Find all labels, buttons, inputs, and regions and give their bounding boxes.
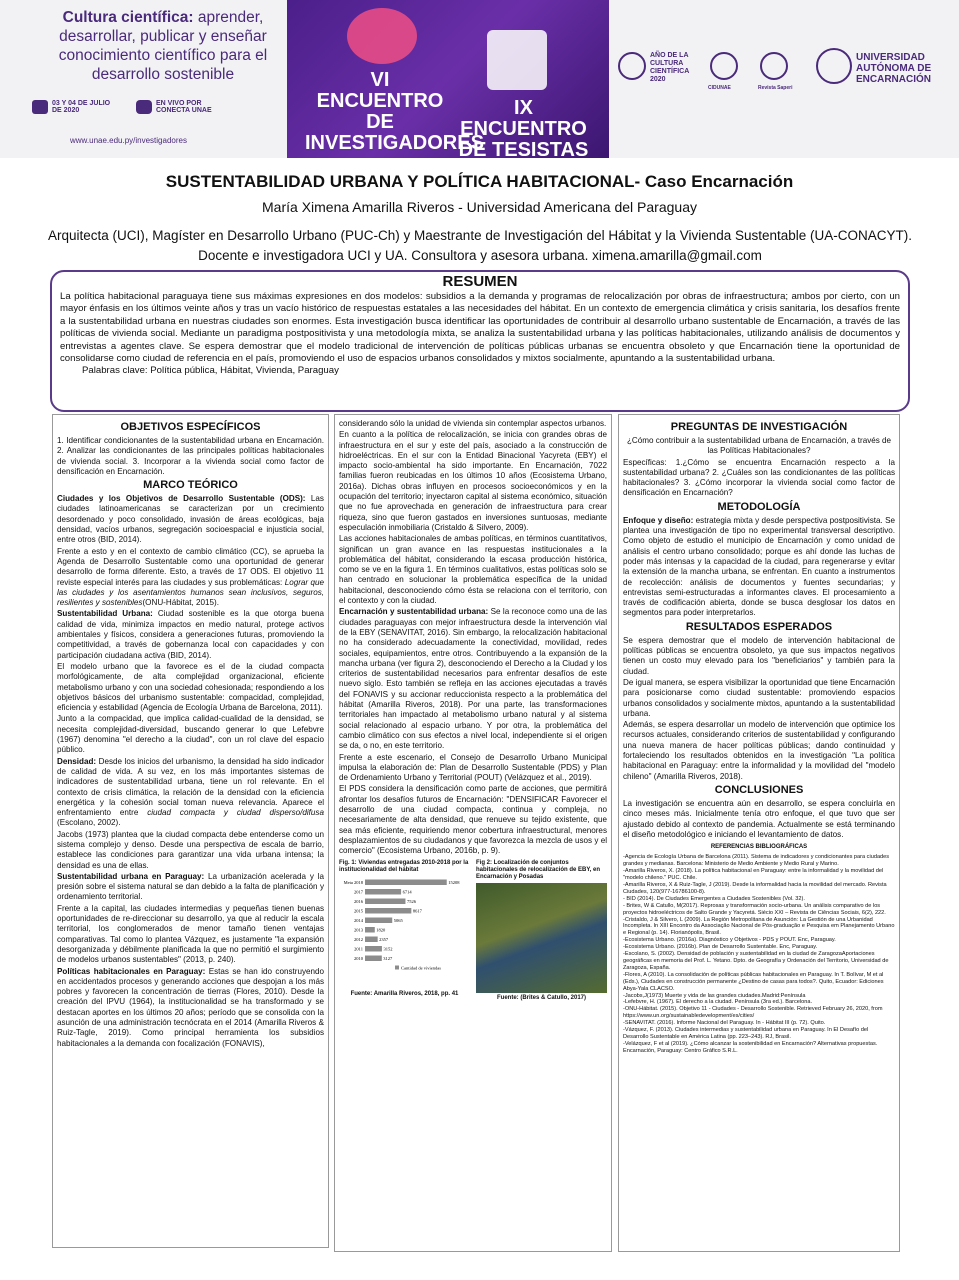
framework-subhead: Políticas habitacionales en Paraguay: bbox=[57, 966, 206, 976]
framework-para-3 bbox=[57, 609, 324, 660]
cidunae-logo-icon bbox=[710, 52, 738, 80]
abstract-keywords: Palabras clave: Política pública, Hábitat, Vivienda, Paraguay bbox=[82, 365, 339, 377]
slogan-bold: Cultura científica: bbox=[62, 9, 194, 26]
references-list bbox=[623, 854, 895, 1054]
slogan-rest: aprender, desarrollar, publicar y enseñar conocimiento científico para el desarrollo sostenible bbox=[58, 9, 268, 83]
framework-para-5: Junto a la compacidad, que implica calidad-cualidad de la densidad, se necesita complejidad-diversidad, buscando generar lo que Lefebvre (1967) denomina "el derecho a la ciudad", con un rol clave del espacio público. bbox=[57, 714, 324, 755]
col2-para-5: Frente a este escenario, el Consejo de Desarrollo Urbano Municipal impulsa la elaboración de: Plan de Desarrollo Sustentable (PDS) y Plan de Ordenamiento Urbano y Territorial (POUT) (Velázquez et al., 2019). bbox=[339, 752, 607, 783]
abstract-heading: RESUMEN bbox=[442, 273, 518, 290]
figure-2-caption: Fig 2: Localización de conjuntos habitacionales de relocalización de EBY, en Encarnación y Posadas bbox=[476, 860, 601, 881]
reference-item: -Escolano, S. (2002). Densidad de población y sustentabilidad en la ciudad de ZaragozaAportaciones geográficas en memoria del Prof. L. Yetano. Dpto. de Geografía y Ordenación del Territorio, Universidad de Zaragoza, España. bbox=[623, 951, 889, 971]
results-para-3: Además, se espera desarrollar un modelo de intervención que optimice los recursos actuales, considerando criterios de sustentabilidad y configurando una nueva manera de hacer políticas públicas; dando continuidad y fortaleciendo los resultados obtenidos en la investigación "La política habitacional en Paraguay: entre la informalidad y la movilidad del "modelo chileno" (Amarilla Riveros, 2018). bbox=[623, 720, 895, 781]
bar bbox=[365, 937, 378, 943]
conclusions-heading: CONCLUSIONES bbox=[714, 783, 804, 796]
poster-affiliation: Arquitecta (UCI), Magíster en Desarrollo Urbano (PUC-Ch) y Maestrante de Investigación del Hábitat y la Vivienda Sustentable (UA-CONACYT). Docente e investigadora UCI y UA. Consultora y asesora urbana. ximena.amarilla@gmail.com bbox=[47, 228, 913, 263]
framework-para-7: Jacobs (1973) plantea que la ciudad compacta debe entenderse como un sistema complejo y denso. Desde una perspectiva de escala de barrio, establece las condiciones para garantizar una vida urbana intensa; la densidad es una de ellas. bbox=[57, 829, 324, 870]
bar-category-label: 2010 bbox=[354, 956, 363, 962]
calendar-icon bbox=[32, 100, 48, 114]
results-para-1: Se espera demostrar que el modelo de intervención habitacional de políticas públicas se encuentra obsoleto, ya que sus impactos negativos tienen un costo muy elevado para los "beneficiarios" y también para la ciudad. bbox=[623, 635, 895, 676]
live-label: EN VIVO POR CONECTA UNAE bbox=[156, 100, 212, 114]
figure-2-source: Fuente: (Brites & Catullo, 2017) bbox=[496, 995, 586, 1002]
results-heading: RESULTADOS ESPERADOS bbox=[685, 620, 833, 633]
questions-specific: Específicas: 1.¿Cómo se encuentra Encarnación respecto a la sustentabilidad urbana? 2. ¿Cuáles son las condicionantes de las políticas habitacionales? 3. ¿Cómo incorporar la vivienda social como factor de densificación en Encarnación? bbox=[623, 457, 895, 498]
bar-value-label: 5065 bbox=[393, 918, 403, 924]
revista-logo-text: Revista Saperi bbox=[758, 85, 793, 91]
year-logo-icon bbox=[618, 52, 646, 80]
figure-1 bbox=[339, 860, 470, 1002]
reference-item: -SENAVITAT. (2016). Informe Nacional del Paraguay. In - Hábitat III (p. 72). Quito. bbox=[623, 1020, 826, 1027]
bar-value-label: 3152 bbox=[383, 946, 393, 952]
methodology-text bbox=[623, 516, 895, 619]
university-name: UNIVERSIDAD AUTÓNOMA DE ENCARNACIÓN bbox=[856, 52, 932, 85]
bar bbox=[365, 946, 382, 952]
results-para-2: De igual manera, se espera visibilizar la oportunidad que tiene Encarnación para posicionarse como ciudad sustentable: promoviendo espacios urbanos consolidados y socialmente mixtos, apuntando a la sustentabilidad urbana. bbox=[623, 677, 895, 718]
framework-text: (Escolano, 2002). bbox=[57, 818, 121, 828]
framework-subhead: Densidad: bbox=[57, 756, 97, 766]
abstract-text: La política habitacional paraguaya tiene sus máximas expresiones en dos modelos: subsidios a la demanda y programas de relocalización por obras de infraestructura; ambos por cierto, con un mayor énfasis en los últimos veinte años y tras un vacío histórico de respuestas estatales a las necesidades del hábitat. En un contexto de emergencia climática y crisis sanitaria, los desafíos frente a la sustentabilidad urbana en nuestras ciudades son enormes. Esta investigación busca identificar las oportunidades de contribuir al desarrollo urbano sustentable de Encarnación, a través de las políticas de vivienda social. Mediante un paradigma postpositivista y una metodología mixta, se analiza la sustentabilidad urbana y las políticas habitacionales, utilizando análisis de documentos y entrevistas a agentes clave. Se espera demostrar que el modelo tradicional de intervención de políticas públicas urbanas se encuentra obsoleto y que Encarnación tiene la oportunidad de consolidarse como ciudad de referencia en el país, promoviendo el uso de espacios urbanos consolidados y mixtos socialmente, apuntando a la sustentabilidad urbana. bbox=[60, 291, 900, 365]
framework-quote: Lograr que las ciudades y los asentamientos humanos sean inclusivos, seguros, resilientes y sostenibles bbox=[57, 577, 324, 608]
bar-category-label: 2011 bbox=[354, 946, 363, 952]
methodology-body: estrategia mixta y desde perspectiva postpositivista. Se plantea una investigación de tipo no experimental transversal descriptivo. Como objeto de estudio el municipio de Encarnación y como unidad de análisis el centro urbano consolidado; porque es ahí donde las luchas de poder más intensas y la capacidad de la ciudad, para regenerarse y evitar la extensión de la mancha urbana, se enfrentan. En cuanto a instrumentos de recolección: análisis de documentos y fuentes secundarias; y entrevistas semi-estructuradas a informantes claves. El procesamiento a través de codificación abierta, donde se busca desglosar los datos en segmentos para poder interpretarlos. bbox=[623, 515, 895, 618]
framework-quote: ciudad compacta y ciudad disperso/difusa bbox=[147, 808, 324, 818]
framework-para-2 bbox=[57, 547, 324, 609]
framework-para-8 bbox=[57, 872, 324, 903]
bar-category-label: 2012 bbox=[354, 937, 363, 943]
column-2 bbox=[334, 414, 612, 1252]
column-1 bbox=[52, 414, 329, 1248]
references-heading: REFERENCIAS BIBLIOGRÁFICAS bbox=[710, 844, 808, 851]
methodology-heading: METODOLOGÍA bbox=[717, 500, 801, 513]
document-icon bbox=[487, 30, 547, 90]
reference-item: -Flores, A (2010). La consolidación de políticas públicas habitacionales en Paraguay. In T. Bolívar, M et al (Eds.), Ciudades en construcción permanente ¿Destino de casas para todos?. Quito, Ecuador: Ediciones Abya-Yala CLACSO. bbox=[623, 971, 884, 992]
col2-subhead: Encarnación y sustentabilidad urbana: bbox=[339, 607, 489, 617]
relocation-map-image bbox=[476, 883, 607, 993]
reference-item: -Vázquez, F. (2013). Ciudades intermedias y sustentabilidad urbana en Paraguay. In El Desafío del Desarrollo Sustentable en América Latina (pp. 223–243). RJ, Brasil. bbox=[623, 1027, 869, 1040]
col2-para-2: En cuanto a la política de relocalización, se inicia con grandes obras de infraestructura en el sur y este del país, asociado a la construcción de hidroeléctricas. En el sur con la Entidad Binacional Yacyreta (EBY) el impacto socio-ambiental ha sido importante. En Encarnación, 7022 familias fueron reubicadas en los últimos 10 años (Ecosistema Urbano, 2016a). Dichas obras influyen en procesos socioeconómicos y en la ocupación del territorio; inyectaron capital al sistema económico, situación que no fue aprovechada en generación de infraestructura para crear riqueza, sino que fueron gastados en inversiones suntuosas, mediante especulación inmobiliaria (Cristaldo & Silvero, 2009). bbox=[339, 430, 607, 532]
unae-logo-icon bbox=[816, 48, 852, 84]
event-date: 03 Y 04 DE JULIO DE 2020 bbox=[52, 100, 111, 114]
year-logo-text: AÑO DE LA CULTURA CIENTÍFICA 2020 bbox=[650, 52, 690, 83]
framework-para-6 bbox=[57, 757, 324, 829]
bar-value-label: 2357 bbox=[379, 937, 389, 943]
poster-title: SUSTENTABILIDAD URBANA Y POLÍTICA HABITACIONAL- Caso Encarnación bbox=[165, 172, 794, 191]
reference-item: -Amarilla Riveros, X. (2018). La política habitacional en Paraguay: entre la informalidad y la movilidad del "modelo chileno." PUC. Chile. bbox=[623, 868, 884, 882]
framework-text: Ciudad sostenible es la que otorga buena calidad de vida, minimiza impactos en medio natural, protege activos ambientales y físicos, considera a generaciones futuras, promoviendo la competitividad, a través de gobernanza local con capacidades y con participación ciudadana activa (BID, 2014). bbox=[57, 609, 324, 660]
figure-1-caption: Fig. 1: Viviendas entregadas 2010-2018 por la institucionalidad del hábitat bbox=[339, 860, 469, 874]
event-title-1: VI ENCUENTRO DE INVESTIGADORES bbox=[305, 69, 484, 154]
banner-url[interactable]: www.unae.edu.py/investigadores bbox=[70, 136, 187, 145]
legend-swatch bbox=[395, 966, 399, 970]
partner-logos bbox=[618, 40, 948, 100]
questions-main: ¿Cómo contribuir a la sustentabilidad urbana de Encarnación, a través de las Políticas Habitacionales? bbox=[626, 436, 892, 456]
framework-subhead: Sustentabilidad Urbana: bbox=[57, 609, 153, 619]
event-title-2: IX ENCUENTRO DE TESISTAS bbox=[458, 97, 589, 158]
bar-category-label: 2014 bbox=[354, 918, 363, 924]
reference-item: -Agencia de Ecología Urbana de Barcelona (2011). Sistema de indicadores y condicionantes para ciudades grandes y medianas. Barcelona: Ministerio de Medio Ambiente y Medio Rural y Marino. bbox=[623, 854, 890, 868]
brain-icon bbox=[347, 8, 417, 64]
questions-heading: PREGUNTAS DE INVESTIGACIÓN bbox=[670, 421, 848, 433]
banner-slogan bbox=[28, 8, 298, 84]
bar bbox=[365, 899, 405, 905]
bar-category-label: 2016 bbox=[354, 899, 363, 905]
bar-category-label: Meta 2018 bbox=[343, 880, 363, 886]
reference-item: -ONU-Hábitat. (2015). Objetivo 11 - Ciudades - Desarrollo Sostenible. Retrieved February 26, 2020, from https://www.un.org/sustainabledevelopment/es/cities/ bbox=[623, 1006, 883, 1020]
framework-text: (ONU-Hábitat, 2015). bbox=[142, 598, 219, 608]
framework-para-10 bbox=[57, 967, 324, 1049]
bar bbox=[365, 880, 447, 886]
framework-para-1 bbox=[57, 494, 324, 545]
housing-bar-chart bbox=[339, 874, 467, 986]
framework-text: Estas se han ido construyendo en accidentados procesos y generando acciones que despojan a los más pobres y favorecen la concentración de tierras (Flores, 2010). Desde la creación del IPVU (1964), la institucionalidad se ha transformado y se destacan aportes en los últimos 20 años; período que se consolida con la asunción de una administración tecnócrata en el 2014 (Amarilla Riveros & Ruiz-Tagle, 2019). Como principal herramienta los subsidios habitacionales a la demanda con focalización (FONAVIS), bbox=[57, 966, 325, 1048]
reference-item: -Velázquez, F et al (2019). ¿Cómo alcanzar la sostenibilidad en Encarnación? Alternativas propuestas. Encarnación, Paraguay: Centro Gráfico S.R.L. bbox=[623, 1040, 878, 1054]
bar bbox=[365, 918, 392, 924]
cidunae-logo-text: CIDUNAE bbox=[708, 85, 731, 91]
objectives-text: 1. Identificar condicionantes de la sustentabilidad urbana en Encarnación. 2. Analizar las condicionantes de las principales políticas habitacionales de vivienda social. 3. Incorporar a la vivienda social como factor de densificación en Encarnación. bbox=[57, 436, 324, 476]
col2-para-4 bbox=[339, 607, 607, 751]
bar-category-label: 2015 bbox=[354, 908, 363, 914]
column-3 bbox=[618, 414, 900, 1252]
framework-para-4: El modelo urbano que la favorece es el de la ciudad compacta morfológicamente, de alta complejidad organizacional, eficiente metabolismo urbano y con una sociedad cohesionada; respondiendo a los objetivos básicos del urbanismo sustentable: compacidad, complejidad, eficiencia y estabilidad (Agencia de Ecología Urbana de Barcelona, 2011). bbox=[57, 661, 324, 713]
revista-logo-icon bbox=[760, 52, 788, 80]
reference-item: -Jacobs,J(1973) Muerte y vida de las grandes ciudades.Madrid:Península bbox=[623, 992, 806, 999]
reference-item: -Ecosistema Urbano. (2016b). Plan de Desarrollo Sustentable. Enc, Paraguay. bbox=[623, 944, 818, 951]
bar-value-label: 7526 bbox=[406, 899, 416, 905]
framework-heading: MARCO TEÓRICO bbox=[143, 479, 238, 492]
figure-2 bbox=[476, 860, 607, 1002]
bar-value-label: 3127 bbox=[383, 956, 393, 962]
bar-value-label: 15208 bbox=[448, 880, 460, 886]
event-banner bbox=[0, 0, 959, 158]
event-logo-panel bbox=[287, 0, 609, 158]
framework-subhead: Ciudades y los Objetivos de Desarrollo Sustentable (ODS): bbox=[57, 494, 306, 504]
bar-value-label: 1820 bbox=[376, 927, 386, 933]
figure-1-source: Fuente: Amarilla Riveros, 2018, pp. 41 bbox=[350, 991, 459, 998]
banner-date-row bbox=[32, 100, 216, 114]
bar bbox=[365, 956, 382, 962]
conclusions-text: La investigación se encuentra aún en desarrollo, se espera concluirla en cinco meses más. Inicialmente tenía otro enfoque, el que tuvo que ser ajustado debido al contexto de pandemia. Actualmente se está terminando el diseño metodológico e iniciando el levantamiento de datos. bbox=[623, 798, 895, 839]
reference-item: -Lefebvre, H. (1967). El derecho a la ciudad. Península (3ra ed.). Barcelona. bbox=[623, 999, 813, 1006]
reference-item: -Ecosistema Urbano. (2016a). Diagnóstico y Objetivos - PDS y POUT. Enc, Paraguay. bbox=[623, 937, 836, 944]
framework-text: Frente a esto y en el contexto de cambio climático (CC), se aprueba la Agenda de Desarrollo Sustentable como una oportunidad de generar desarrollo de forma diferente. Esto, a través de 17 ODS. El objetivo 11 reviste especial interés para las ciudades y sus problemáticas: bbox=[57, 546, 324, 587]
reference-item: - Brites, W & Catullo, M(2017). Reprosas y transformación socio-urbana. Un análisis comparativo de los proyectos hidroeléctricos de Salto Grande y Yacyretá. Siécio XXI – Revista de Ciências Sociais, 6(2), 222. bbox=[623, 902, 886, 916]
col2-text: Se la reconoce como una de las ciudades paraguayas con mejor infraestructura desde la intervención vial de la EBY (SENAVITAT, 2016). Sin embargo, la relocalización habitacional no ha considerado adecuadamente la conectividad, movilidad, redes sociales, equipamientos, entre otros. Contribuyendo a la expansión de la mancha urbana (ver figura 2), desconociendo el Derecho a la Ciudad y los criterios de sustentabilidad necesarios para enfrentar desafíos de este nuevo siglo. Esto también se refleja en las acciones ejecutadas a través del FONAVIS y su accionar reduccionista respecto a la problemática del hábitat (Amarilla Riveros, 2018). Por una parte, las transformaciones territoriales han impactado al metabolismo urbano natural y al sistema social relacionado al espacio urbano. Y por otra, la problemática del cambio climático con sus efectos a nivel local, independiente si el origen se da, o no, en este territorio. bbox=[339, 607, 607, 751]
framework-text: Desde los inicios del urbanismo, la densidad ha sido indicador de calidad de vida. A su vez, en los más importantes sistemas de indicadores de sustentabilidad urbana, tiene un rol relevante. En el contexto de crisis climática, la relación de la densidad con la eficiencia energética y la cohesión social toman nueva relevancia. Aparece el enfrentamiento entre bbox=[57, 756, 324, 818]
bar bbox=[365, 908, 411, 914]
col2-para-6: El PDS considera la densificación como parte de acciones, que permitirá afrontar los desafíos futuros de Encarnación: "DENSIFICAR Favorecer el desarrollo de una ciudad compacta, continua y compleja, no necesariamente de alta densidad, que renueve su tejido existente, que sea más eficiente, requiriendo menor cobertura infraestructural, menores desplazamientos de su ciudadanos y que favorezca la mezcla de usos y el comercio" (Ecosistema Urbano, 2016b, p. 9). bbox=[339, 784, 607, 856]
bar bbox=[365, 927, 375, 933]
reference-item: - BID (2014). De Ciudades Emergentes a Ciudades Sostenibles (Vol. 32). bbox=[623, 895, 805, 902]
figures-row bbox=[339, 860, 607, 1002]
abstract-box bbox=[50, 270, 910, 412]
play-icon bbox=[136, 100, 152, 114]
framework-text: La urbanización acelerada y la presión sobre el sistema natural se dan debido a la falta de planificación y ordenamiento territorial. bbox=[57, 871, 324, 902]
framework-text: Las ciudades latinoamericanas se caracterizan por un crecimiento desordenado y poco consolidado, invasión de áreas ecológicas, baja densidad, vacíos urbanos, segregación socioespacial e injusticia social, entre otros (BID, 2014). bbox=[57, 494, 324, 545]
methodology-subhead: Enfoque y diseño: bbox=[623, 515, 694, 525]
reference-item: -Cristaldo, J & Silvero, L (2009). La Región Metropolitana de Asunción: La Gestión de una Urbanidad Incompleta. In XIII Encontro da Associação Nacional de Pós-graduação e Pesquisa em Planejamento Urbano e Regional (p. 14). Florianópolis, Brasil. bbox=[623, 916, 895, 937]
legend-label: Cantidad de viviendas bbox=[401, 965, 441, 971]
bar-value-label: 6714 bbox=[402, 889, 412, 895]
poster-author: María Ximena Amarilla Riveros - Universidad Americana del Paraguay bbox=[262, 199, 697, 215]
framework-para-9: Frente a la capital, las ciudades intermedias y pequeñas tienen buenas oportunidades de re-direccionar su desarrollo, ya que al reducir la escala territorial, los conglomerados de menor tamaño tienen ventajas comparativas. Tal como lo plantea Vázquez, es justamente "la expansión desorganizada y débilmente planificada la que no permitió el surgimiento de modelos urbanos sustentables" (2013, p. 240). bbox=[57, 903, 324, 965]
bar bbox=[365, 889, 401, 895]
objectives-heading: OBJETIVOS ESPECÍFICOS bbox=[120, 421, 261, 433]
col2-para-3: Las acciones habitacionales de ambas políticas, en términos cuantitativos, significan un gran avance en las respuestas institucionales a la problemática del hábitat, considerando la escasa producción histórica, como se ve en la figura 1. En términos cualitativos, estas políticas solo se han centrado en solucionar la problemática específica de la unidad habitacional, desconociendo cómo ésta se relaciona con el territorio, con el contexto y con la ciudad. bbox=[339, 534, 607, 606]
col2-para-1: considerando sólo la unidad de vivienda sin contemplar aspectos urbanos. bbox=[339, 419, 607, 428]
bar-category-label: 2013 bbox=[354, 927, 363, 933]
framework-subhead: Sustentabilidad urbana en Paraguay: bbox=[57, 871, 205, 881]
reference-item: -Amarilla Riveros, X & Ruiz-Tagle, J (2019). Desde la informalidad hacia la movilidad del mercado. Revista Ciudades, 120(977-16786100-8). bbox=[623, 882, 887, 895]
bar-value-label: 8617 bbox=[412, 908, 422, 914]
bar-category-label: 2017 bbox=[354, 889, 363, 895]
